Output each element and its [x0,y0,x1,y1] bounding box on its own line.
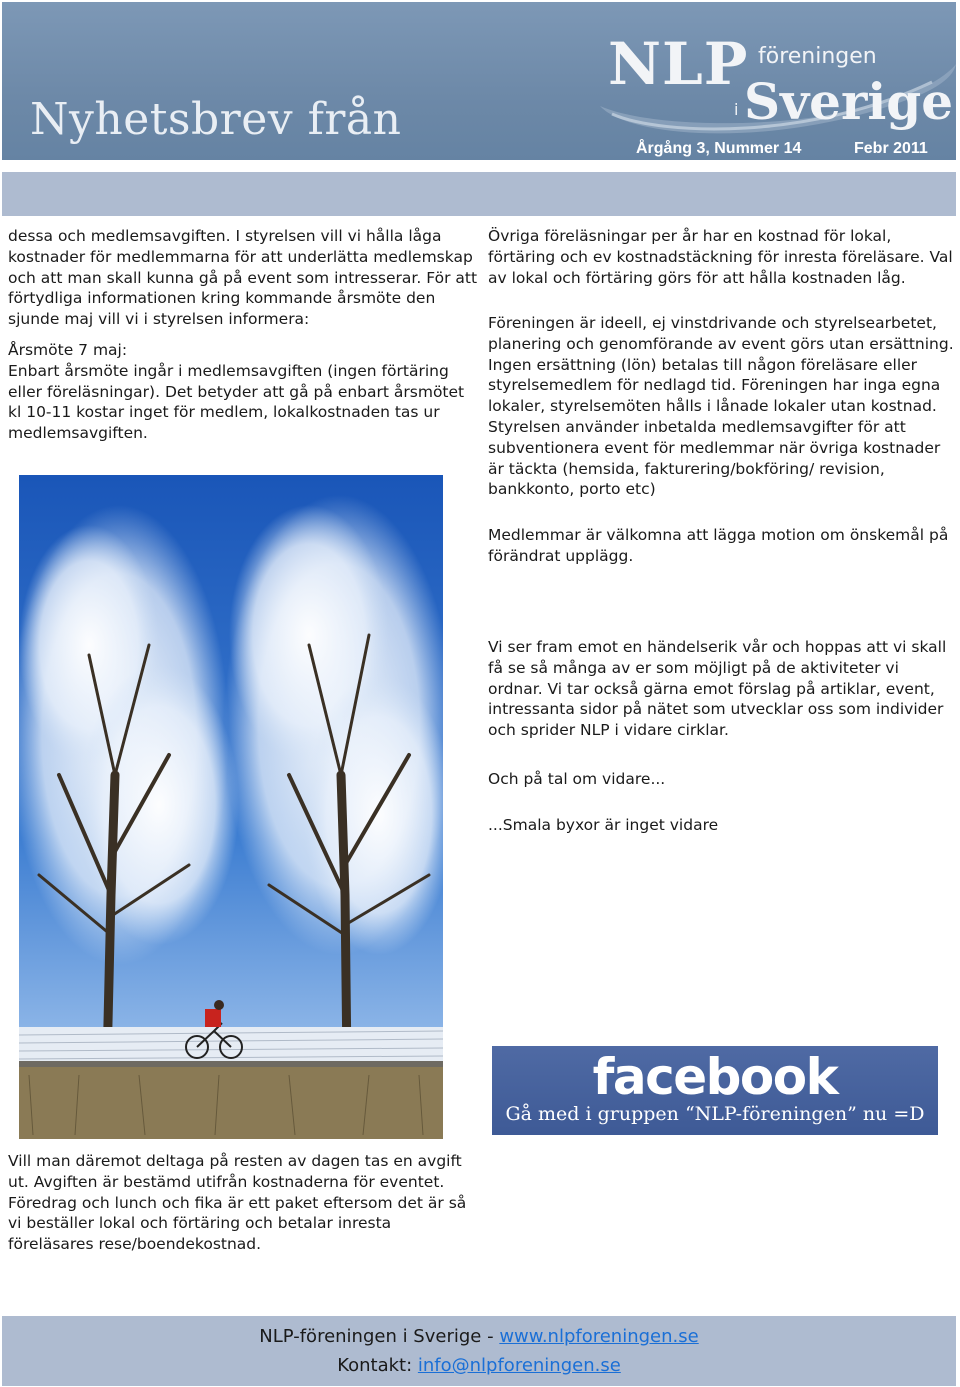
fee-text: Vill man däremot deltaga på resten av dagen tas en avgift ut. Avgiften är bestämd utifrån kostnaderna för eventet. Föredrag och lunch och fika är ett paket eftersom det är så vi beställer lokal och förtäring och betalar inresta föreläsares rese/boendekostnad. [8,1152,467,1254]
meeting-section [8,340,478,444]
footer-org-name: NLP-föreningen i Sverige - [259,1326,500,1347]
logo-nlp-text: NLP [608,30,749,98]
right-paragraph-6 [488,815,956,836]
footer-org-line [2,1326,956,1347]
newsletter-footer [2,1316,956,1386]
meeting-heading: Årsmöte 7 maj: [8,341,128,359]
winter-trees-illustration [19,475,443,1139]
meeting-text: Enbart årsmöte ingår i medlemsavgiften (ingen förtäring eller föreläsningar). Det betyder att gå på enbart årsmötet kl 10-11 kostar inget för medlem, lokalkostnaden tas ur medlemsavgiften. [8,361,465,443]
newsletter-header [2,2,956,160]
footer-contact-line [2,1355,956,1376]
logo-foreningen-text: föreningen [758,44,877,69]
issue-number: Årgång 3, Nummer 14 [636,140,802,157]
website-link[interactable]: www.nlpforeningen.se [499,1326,699,1347]
right-paragraph-3 [488,525,956,567]
logo-i-text: i [734,100,739,119]
email-link[interactable]: info@nlpforeningen.se [417,1355,621,1376]
logo-sverige-text: Sverige [744,72,954,131]
issue-date: Febr 2011 [854,140,928,157]
motion-text: Medlemmar är välkomna att lägga motion om önskemål på förändrat upplägg. [488,526,949,565]
right-paragraph-2 [488,313,956,500]
left-intro-paragraph [8,226,478,330]
newsletter-title: Nyhetsbrev från [30,94,402,145]
trousers-text: ...Smala byxor är inget vidare [488,816,719,834]
left-after-photo-paragraph [8,1151,478,1255]
nonprofit-text: Föreningen är ideell, ej vinstdrivande och styrelsearbetet, planering och genomförande av event görs utan ersättning. Ingen ersättning (lön) betalas till någon föreläsare eller styrelsemedlem för nedlagd tid. Föreningen har inga egna lokaler, styrelsemöten hålls i lånade lokaler utan kostnad. Styrelsen använder inbetalda medlemsavgifter för att subventionera event för medlemmar när övriga kostnader är täckta (hemsida, fakturering/bokföring/ revision, bankkonto, porto etc) [488,314,954,499]
facebook-join-text: Gå med i gruppen “NLP-föreningen” nu =D [505,1103,925,1125]
intro-text: dessa och medlemsavgiften. I styrelsen vill vi hålla låga kostnader för medlemmarna för att underlätta medlemskap och att man skall kunna gå på event som intresserar. För att förtydliga informationen kring kommande årsmöte den sjunde maj vill vi i styrelsen informera: [8,227,478,329]
lectures-text: Övriga föreläsningar per år har en kostnad för lokal, förtäring och ev kostnadstäckning för inresta föreläsare. Val av lokal och förtäring görs för att hålla kostnaden låg. [488,227,953,287]
right-paragraph-4 [488,637,956,741]
facebook-logo-text: facebook [592,1048,838,1106]
right-paragraph-1 [488,226,956,288]
facebook-group-banner[interactable] [492,1046,938,1135]
footer-contact-label: Kontakt: [337,1355,418,1376]
winter-trees-photo [19,475,443,1139]
header-subbar [2,172,956,216]
spring-text: Vi ser fram emot en händelserik vår och hoppas att vi skall få se så många av er som möjligt på de aktiviteter vi ordnar. Vi tar också gärna emot förslag på artiklar, event, intressanta sidor på nätet som utvecklar oss som individer och sprider NLP i vidare cirklar. [488,638,947,740]
wider-text: Och på tal om vidare... [488,770,666,788]
right-paragraph-5 [488,769,956,790]
